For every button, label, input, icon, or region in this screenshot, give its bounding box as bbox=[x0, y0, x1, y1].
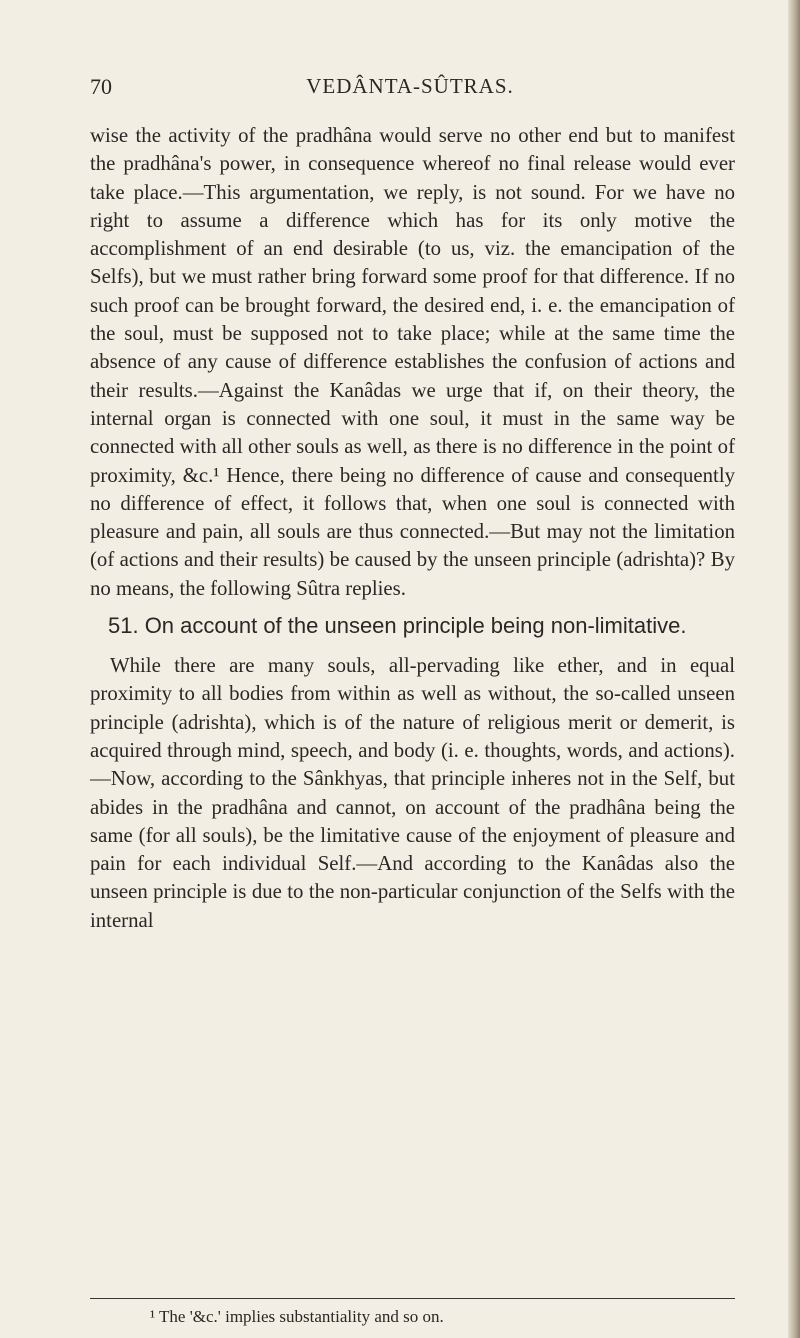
paragraph: wise the activity of the pradhâna would serve no other end but to manifest the pradhâna's power, in consequence whereof no final release would ever take place.—This argumentation, we reply, is not sound. For we have no right to assume a difference which has for its only motive the accomplishment of an end desirable (to us, viz. the emancipation of the Selfs), but we must rather bring forward some proof for that difference. If no such proof can be brought forward, the desired end, i. e. the emancipation of the soul, must be supposed not to take place; while at the same time the absence of any cause of difference establishes the confusion of actions and their results.—Against the Kanâdas we urge that if, on their theory, the internal organ is connected with one soul, it must in the same way be connected with all other souls as well, as there is no difference in the point of proximity, &c.¹ Hence, there being no difference of cause and consequently no difference of effect, it follows that, when one soul is connected with pleasure and pain, all souls are thus connected.—But may not the limitation (of actions and their results) be caused by the unseen principle (adrishta)? By no means, the following Sûtra replies. bbox=[90, 124, 735, 600]
sutra-heading: 51. On account of the unseen principle being non-limitative. bbox=[108, 613, 687, 639]
footnote: ¹ The '&c.' implies substantiality and so on. bbox=[150, 1307, 444, 1326]
page-header bbox=[90, 60, 730, 100]
main-text bbox=[90, 122, 735, 935]
footnote-divider bbox=[90, 1298, 735, 1299]
running-title: VEDÂNTA-SÛTRAS. bbox=[306, 74, 514, 98]
page-edge-shadow bbox=[788, 0, 800, 1338]
page-number: 70 bbox=[90, 74, 112, 99]
paragraph: While there are many souls, all-pervading like ether, and in equal proximity to all bodies from within as well as without, the so-called unseen principle (adrishta), which is of the nature of religious merit or demerit, is acquired through mind, speech, and body (i. e. thoughts, words, and actions).—Now, according to the Sânkhyas, that principle inheres not in the Self, but abides in the pradhâna and cannot, on account of the pradhâna being the same (for all souls), be the limitative cause of the enjoyment of pleasure and pain for each individual Self.—And according to the Kanâdas also the unseen principle is due to the non-particular conjunction of the Selfs with the internal bbox=[90, 654, 735, 932]
